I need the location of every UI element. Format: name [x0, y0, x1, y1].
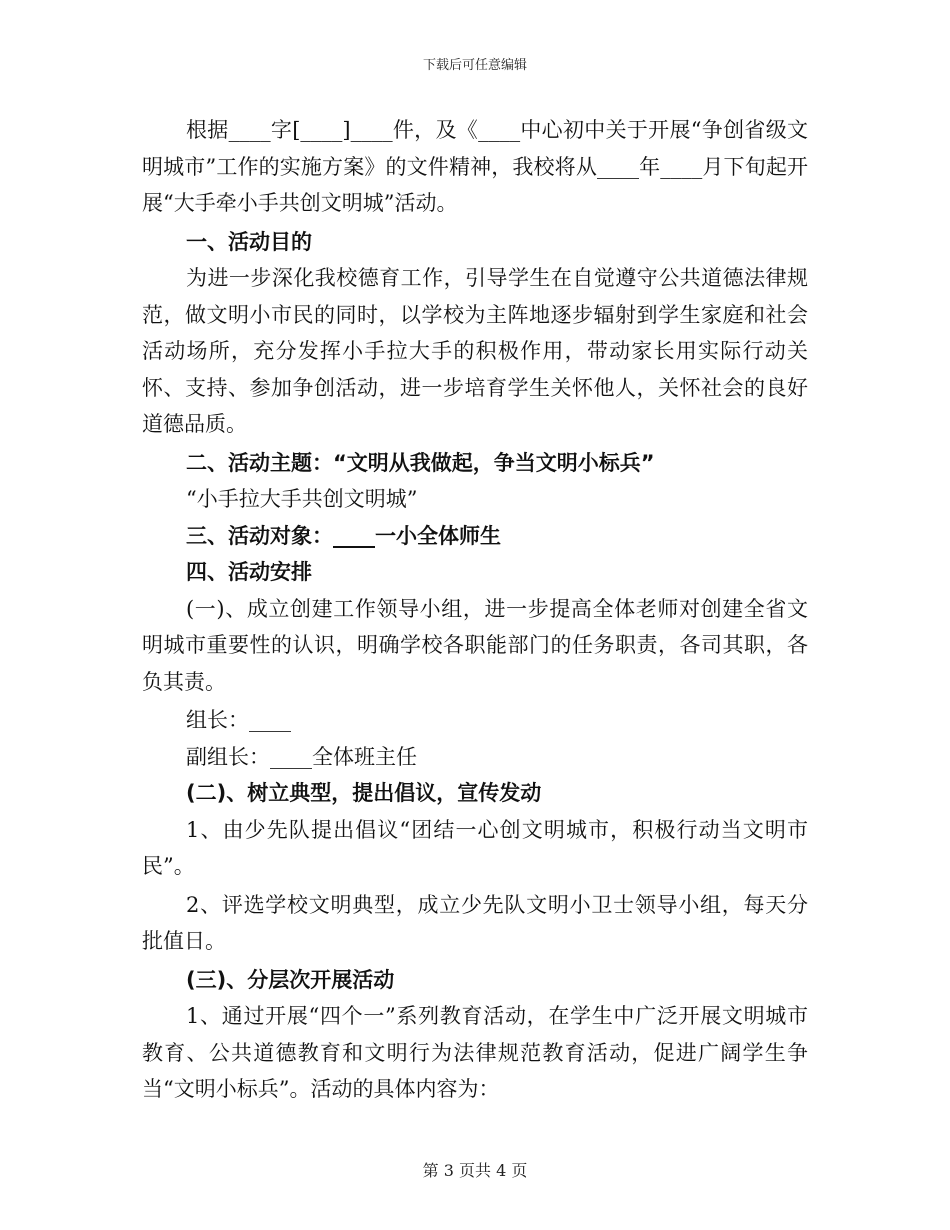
- deputy-leader-line: 副组长：____全体班主任: [186, 744, 417, 769]
- section-heading-arrangement: 四、活动安排: [186, 560, 312, 584]
- item-selection: 2、评选学校文明典型，成立少先队文明小卫士领导小组，每天分批值日。: [142, 892, 808, 953]
- subheading-3: (三)、分层次开展活动: [186, 967, 395, 992]
- theme-slogan: “小手拉大手共创文明城”: [186, 487, 418, 511]
- section-heading-target: 三、活动对象：____一小全体师生: [186, 523, 501, 548]
- item-initiative: 1、由少先队提出倡议“团结一心创文明城市，积极行动当文明市民”。: [142, 817, 808, 878]
- section-heading-theme: 二、活动主题：“文明从我做起，争当文明小标兵”: [186, 450, 655, 475]
- item-four-ones: 1、通过开展“四个一”系列教育活动，在学生中广泛开展文明城市教育、公共道德教育和文明行为法律规范教育活动，促进广阔学生争当“文明小标兵”。活动的具体内容为：: [142, 1004, 808, 1101]
- arrangement-item-1: (一)、成立创建工作领导小组，进一步提高全体老师对创建全省文明城市重要性的认识，明确学校各职能部门的任务职责，各司其职，各负其责。: [142, 596, 808, 694]
- document-body: [142, 112, 808, 1108]
- page-header: 下载后可任意编辑: [422, 58, 527, 73]
- subheading-2: (二)、树立典型，提出倡议，宣传发动: [186, 781, 542, 805]
- intro-paragraph: 根据____字[____]____件，及《____中心初中关于开展“争创省级文明城市”工作的实施方案》的文件精神，我校将从____年____月下旬起开展“大手牵小手共创文明城”活动。: [142, 118, 808, 215]
- group-leader-line: 组长：____: [186, 708, 291, 732]
- page-footer: 第 3 页共 4 页: [422, 1161, 528, 1180]
- section-heading-purpose: 一、活动目的: [186, 229, 312, 254]
- purpose-paragraph: 为进一步深化我校德育工作，引导学生在自觉遵守公共道德法律规范，做文明小市民的同时，以学校为主阵地逐步辐射到学生家庭和社会活动场所，充分发挥小手拉大手的积极作用，带动家长用实际行动关怀、支持、参加争创活动，进一步培育学生关怀他人，关怀社会的良好道德品质。: [142, 266, 808, 436]
